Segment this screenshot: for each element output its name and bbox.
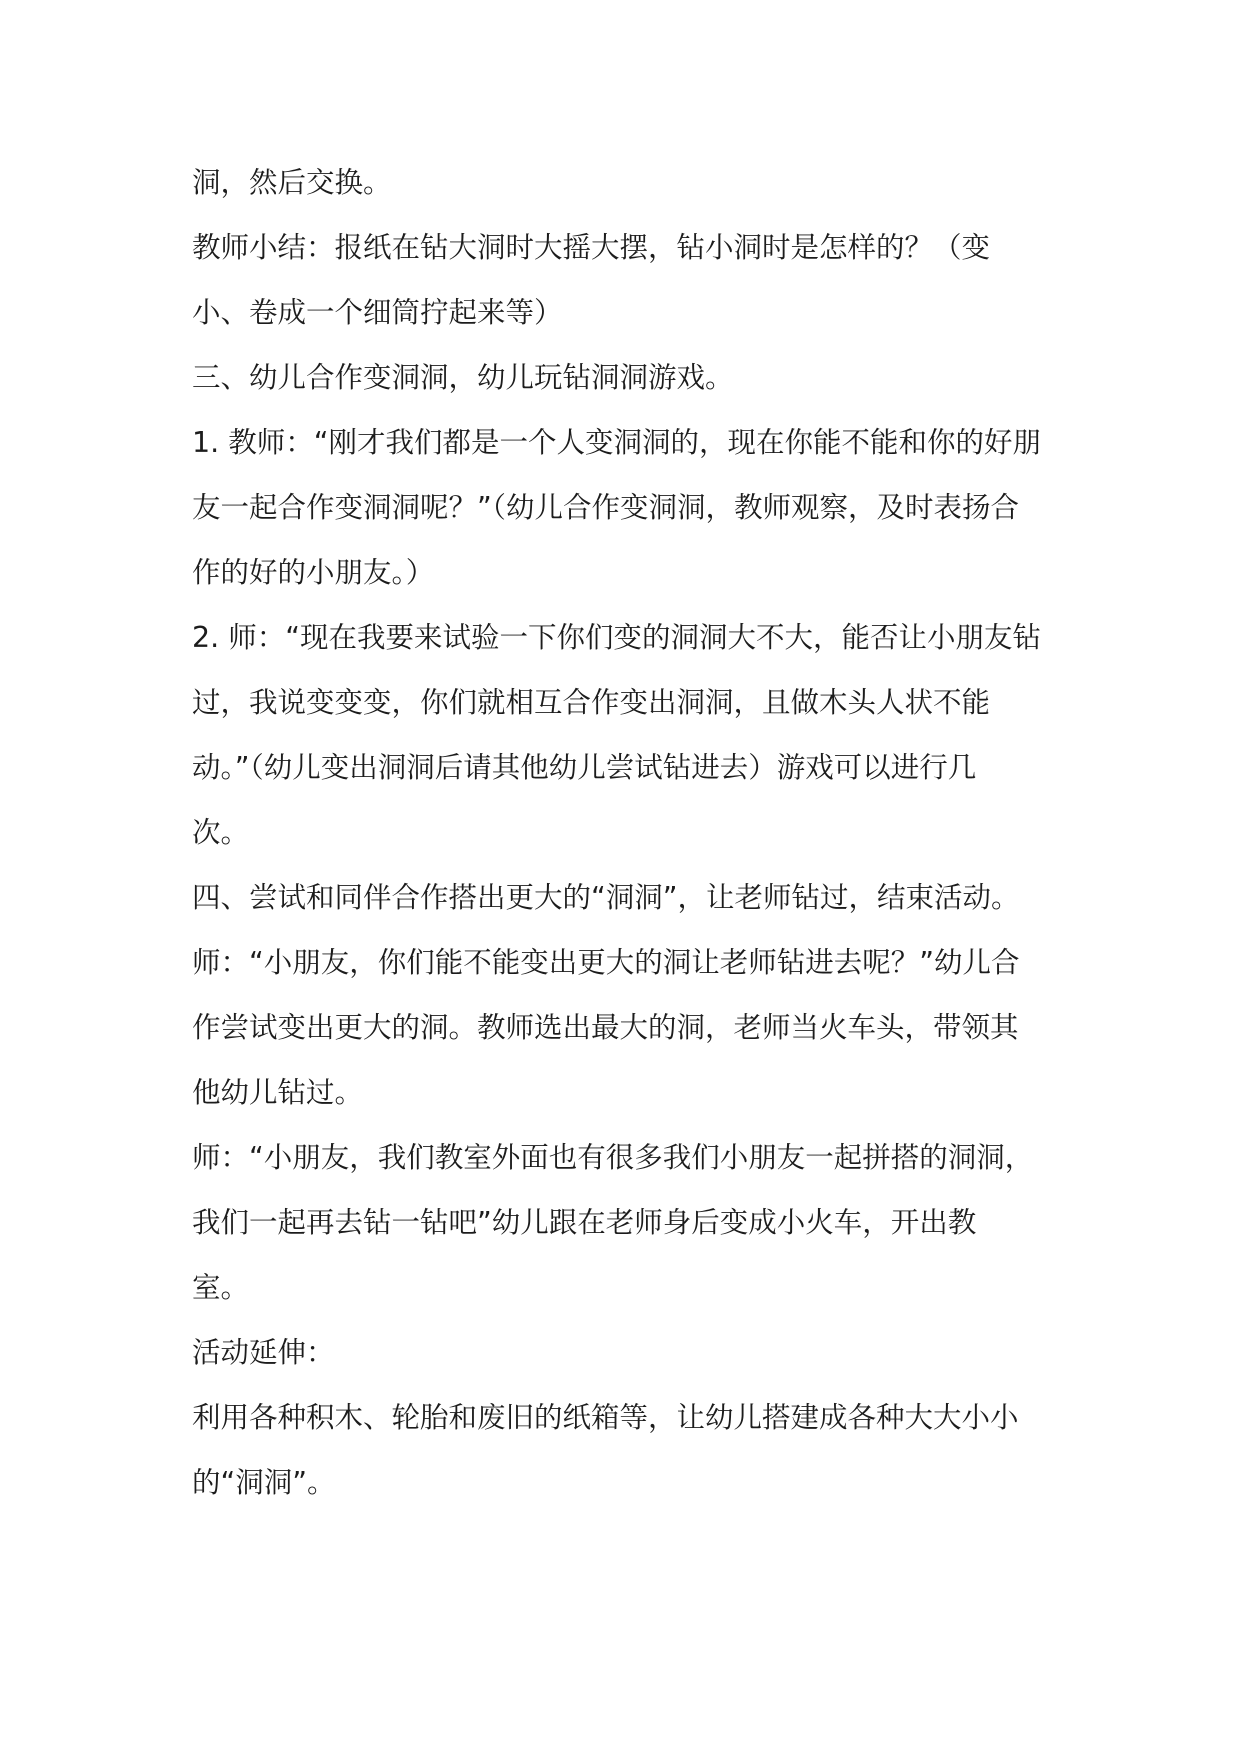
text-line: 2. 师：“现在我要来试验一下你们变的洞洞大不大，能否让小朋友钻 <box>192 621 1042 654</box>
text-line: 师：“小朋友，我们教室外面也有很多我们小朋友一起拼搭的洞洞， <box>192 1141 1034 1174</box>
text-line: 我们一起再去钻一钻吧”幼儿跟在老师身后变成小火车，开出教 <box>192 1206 977 1239</box>
text-line: 的“洞洞”。 <box>192 1466 336 1499</box>
text-line: 洞，然后交换。 <box>192 166 392 199</box>
text-line: 次。 <box>192 816 250 849</box>
text-line: 过，我说变变变，你们就相互合作变出洞洞，且做木头人状不能 <box>192 686 991 719</box>
text-line: 利用各种积木、轮胎和废旧的纸箱等，让幼儿搭建成各种大大小小 <box>192 1401 1019 1434</box>
text-line: 作的好的小朋友。） <box>192 556 435 589</box>
text-line: 他幼儿钻过。 <box>192 1076 364 1109</box>
text-line: 小、卷成一个细筒拧起来等） <box>192 296 563 329</box>
text-line: 动。”（幼儿变出洞洞后请其他幼儿尝试钻进去）游戏可以进行几 <box>192 751 977 784</box>
text-line: 1. 教师：“刚才我们都是一个人变洞洞的，现在你能不能和你的好朋 <box>192 426 1042 459</box>
section-heading: 三、幼儿合作变洞洞，幼儿玩钻洞洞游戏。 <box>192 361 734 394</box>
section-heading: 四、尝试和同伴合作搭出更大的“洞洞”，让老师钻过，结束活动。 <box>192 881 1020 914</box>
text-line: 师：“小朋友，你们能不能变出更大的洞让老师钻进去呢？”幼儿合 <box>192 946 1020 979</box>
section-heading: 活动延伸： <box>192 1336 335 1369</box>
text-line: 作尝试变出更大的洞。教师选出最大的洞，老师当火车头，带领其 <box>192 1011 1019 1044</box>
text-line: 友一起合作变洞洞呢？”（幼儿合作变洞洞，教师观察，及时表扬合 <box>192 491 1020 524</box>
text-line: 教师小结：报纸在钻大洞时大摇大摆，钻小洞时是怎样的？（变 <box>192 231 991 264</box>
text-line: 室。 <box>192 1271 250 1304</box>
